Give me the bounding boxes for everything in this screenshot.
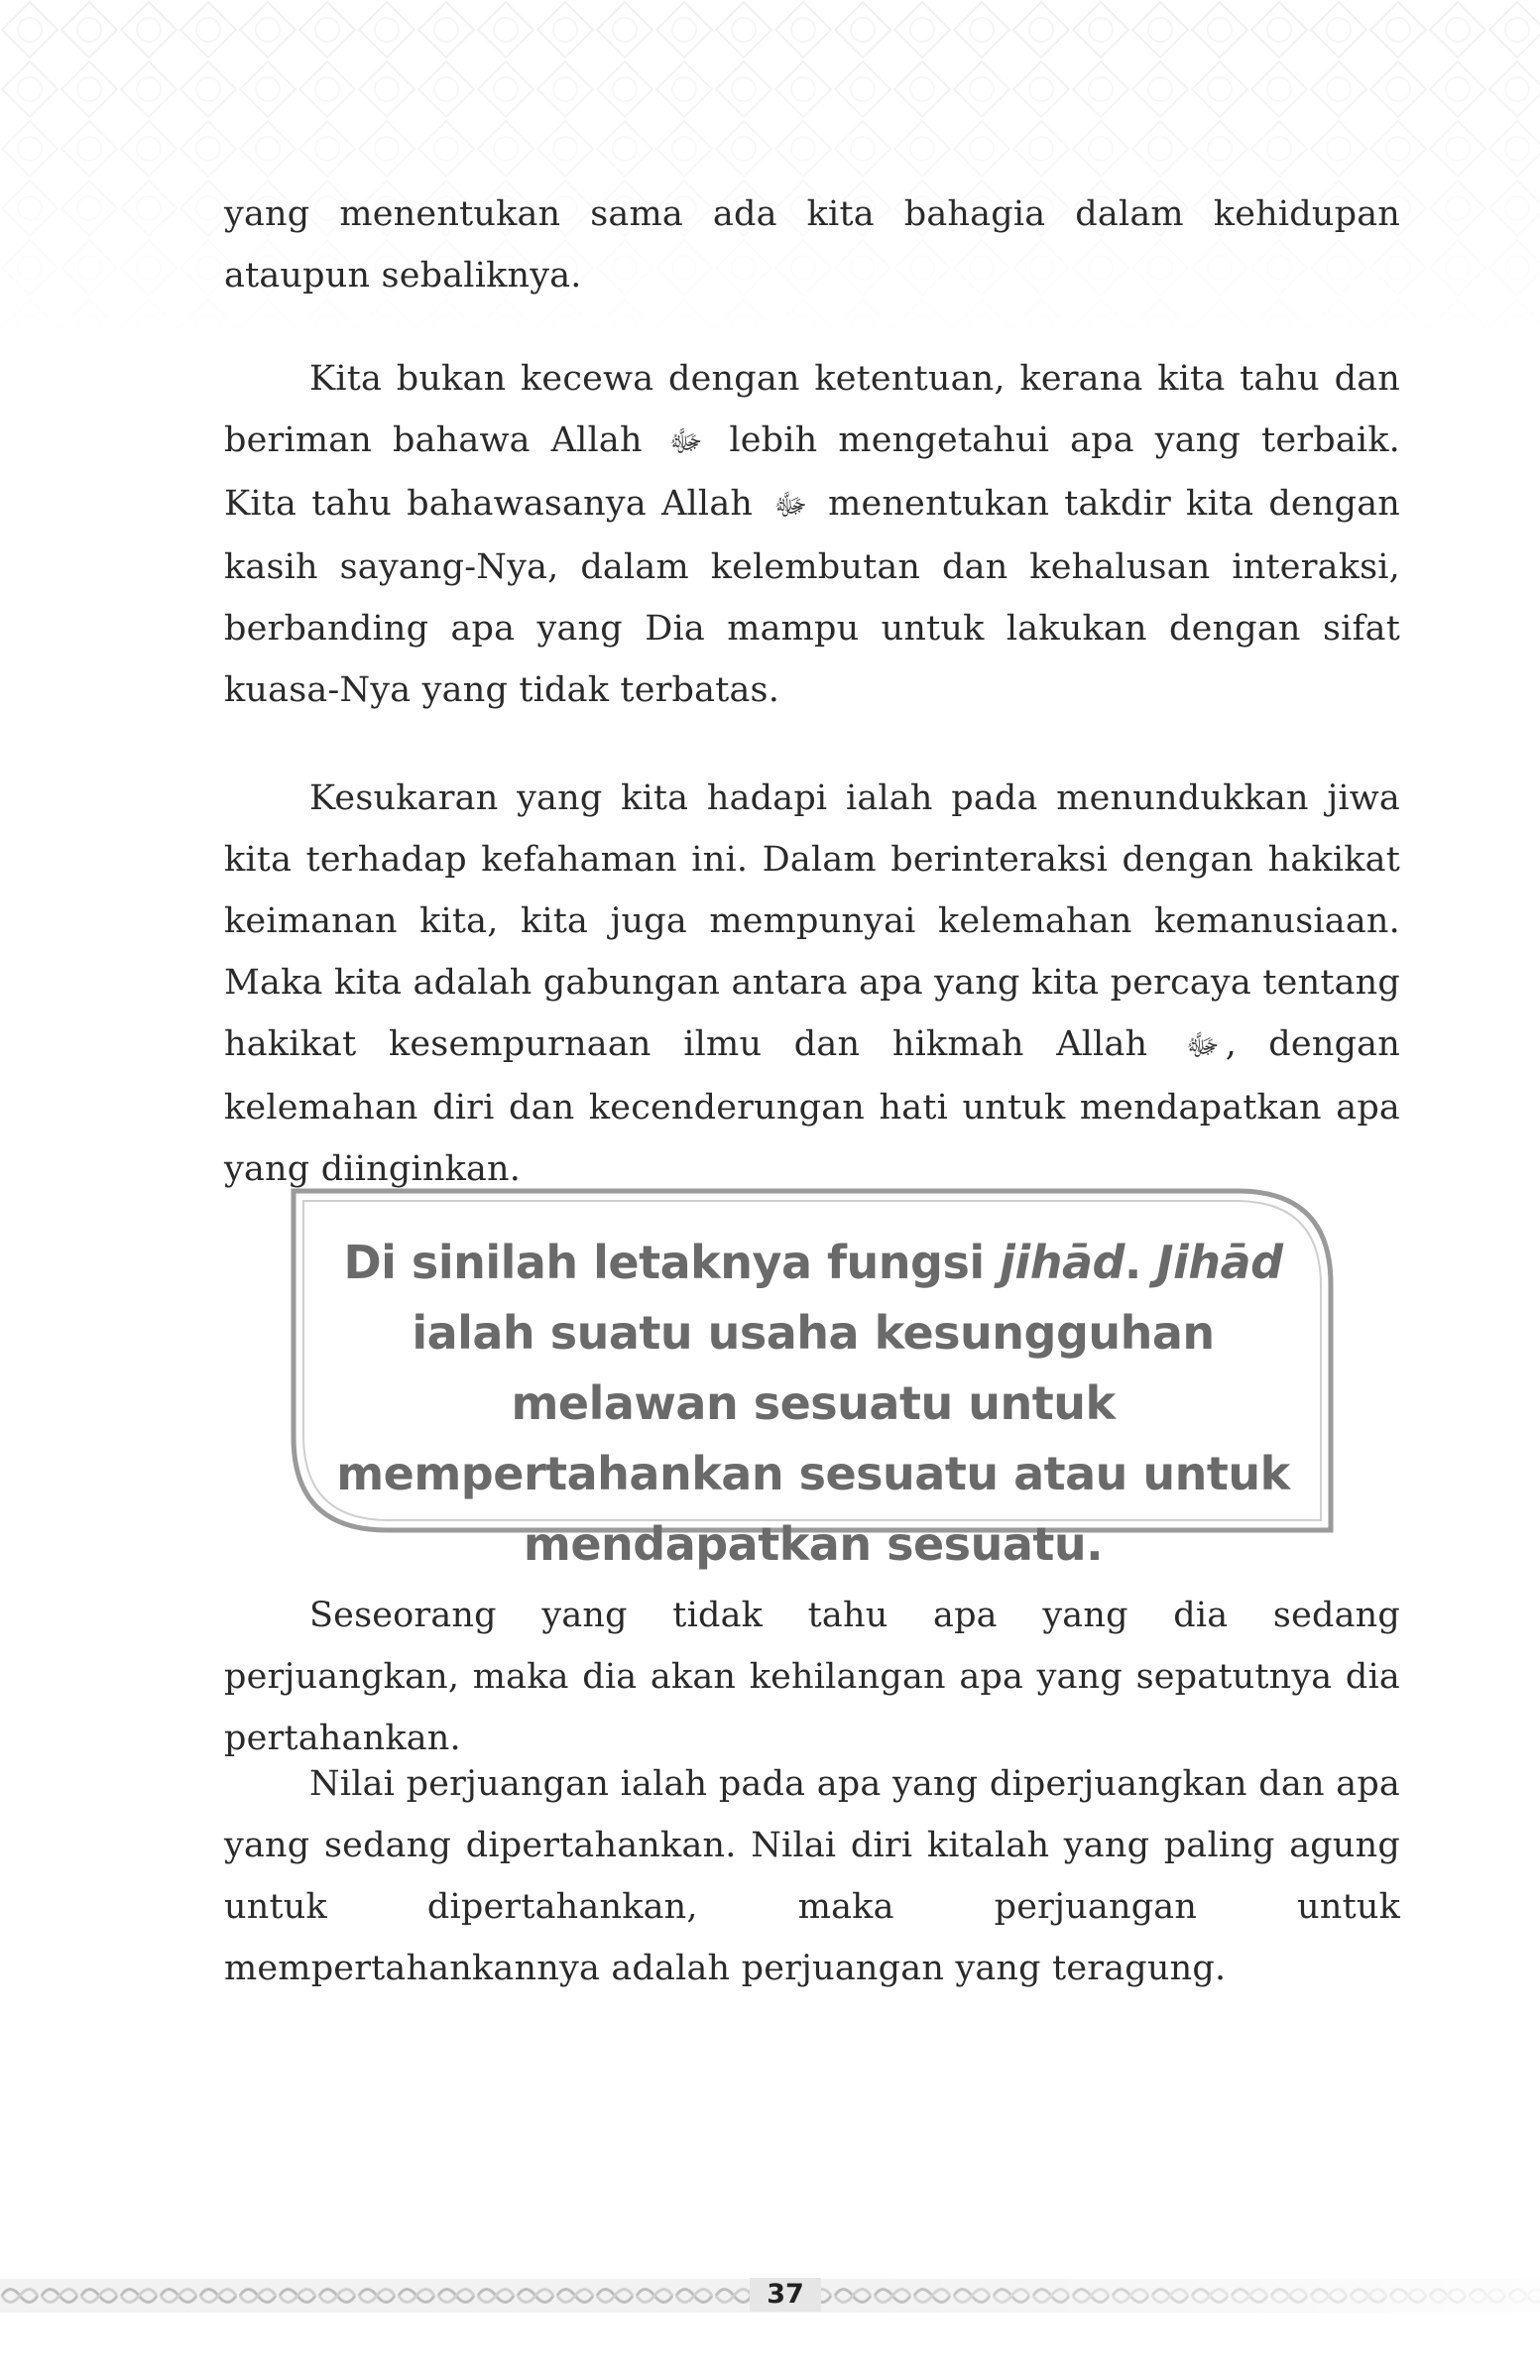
page-number: 37 [750, 2278, 821, 2312]
paragraph-4-text: Seseorang yang tidak tahu apa yang dia sedang perjuangkan, maka dia akan kehilangan apa yang sepatutnya dia pertahankan. [224, 1596, 1400, 1758]
callout-emphasis-jihad-2: Jihād [1156, 1236, 1283, 1289]
callout-emphasis-jihad: jihād [1000, 1236, 1125, 1289]
honorific-symbol-icon: ﷻ [668, 424, 703, 459]
paragraph-3-part-1: Kesukaran yang kita hadapi ialah pada menundukkan jiwa kita terhadap kefahaman ini. Dalam berinteraksi dengan hakikat keimanan kita, kita juga mempunyai kelemahan kemanusiaan. Maka kita adalah gabungan antara apa yang kita percaya tentang hakikat kesempurnaan ilmu dan hikmah Allah [224, 778, 1400, 1064]
paragraph-3-part-2: , dengan kelemahan diri dan kecenderungan hati untuk mendapatkan apa yang diinginkan. [224, 1024, 1400, 1189]
paragraph-1 [224, 183, 1400, 306]
callout-text-c: ialah suatu usaha kesungguhan melawan sesuatu untuk mempertahankan sesuatu atau untuk mendapatkan sesuatu. [336, 1306, 1290, 1571]
paragraph-2-part-2: lebih mengetahui apa yang terbaik. Kita tahu bahawasanya Allah [224, 420, 1401, 524]
callout-text-b: . [1124, 1236, 1157, 1289]
callout-text-a: Di sinilah letaknya fungsi [343, 1236, 1001, 1289]
paragraph-2-part-3: menentukan takdir kita dengan kasih sayang-Nya, dalam kelembutan dan kehalusan interaksi, berbanding apa yang Dia mampu untuk lakukan dengan sifat kuasa-Nya yang tidak terbatas. [224, 484, 1400, 710]
honorific-symbol-icon: ﷻ [1185, 1028, 1220, 1063]
paragraph-5-text: Nilai perjuangan ialah pada apa yang diperjuangkan dan apa yang sedang dipertahankan. Nilai diri kitalah yang paling agung untuk dipertahankan, maka perjuangan untuk mempertahankannya adalah perjuangan yang teragung. [224, 1764, 1400, 1988]
paragraph-4 [224, 1585, 1400, 1769]
honorific-symbol-icon: ﷻ [773, 488, 808, 523]
callout-quote [327, 1228, 1299, 1580]
paragraph-2 [224, 348, 1400, 721]
paragraph-1-text: yang menentukan sama ada kita bahagia dalam kehidupan ataupun sebaliknya. [224, 194, 1400, 296]
paragraph-2-part-1: Kita bukan kecewa dengan ketentuan, kerana kita tahu dan beriman bahawa Allah [224, 359, 1400, 460]
paragraph-5 [224, 1753, 1400, 1999]
paragraph-3 [224, 768, 1400, 1200]
